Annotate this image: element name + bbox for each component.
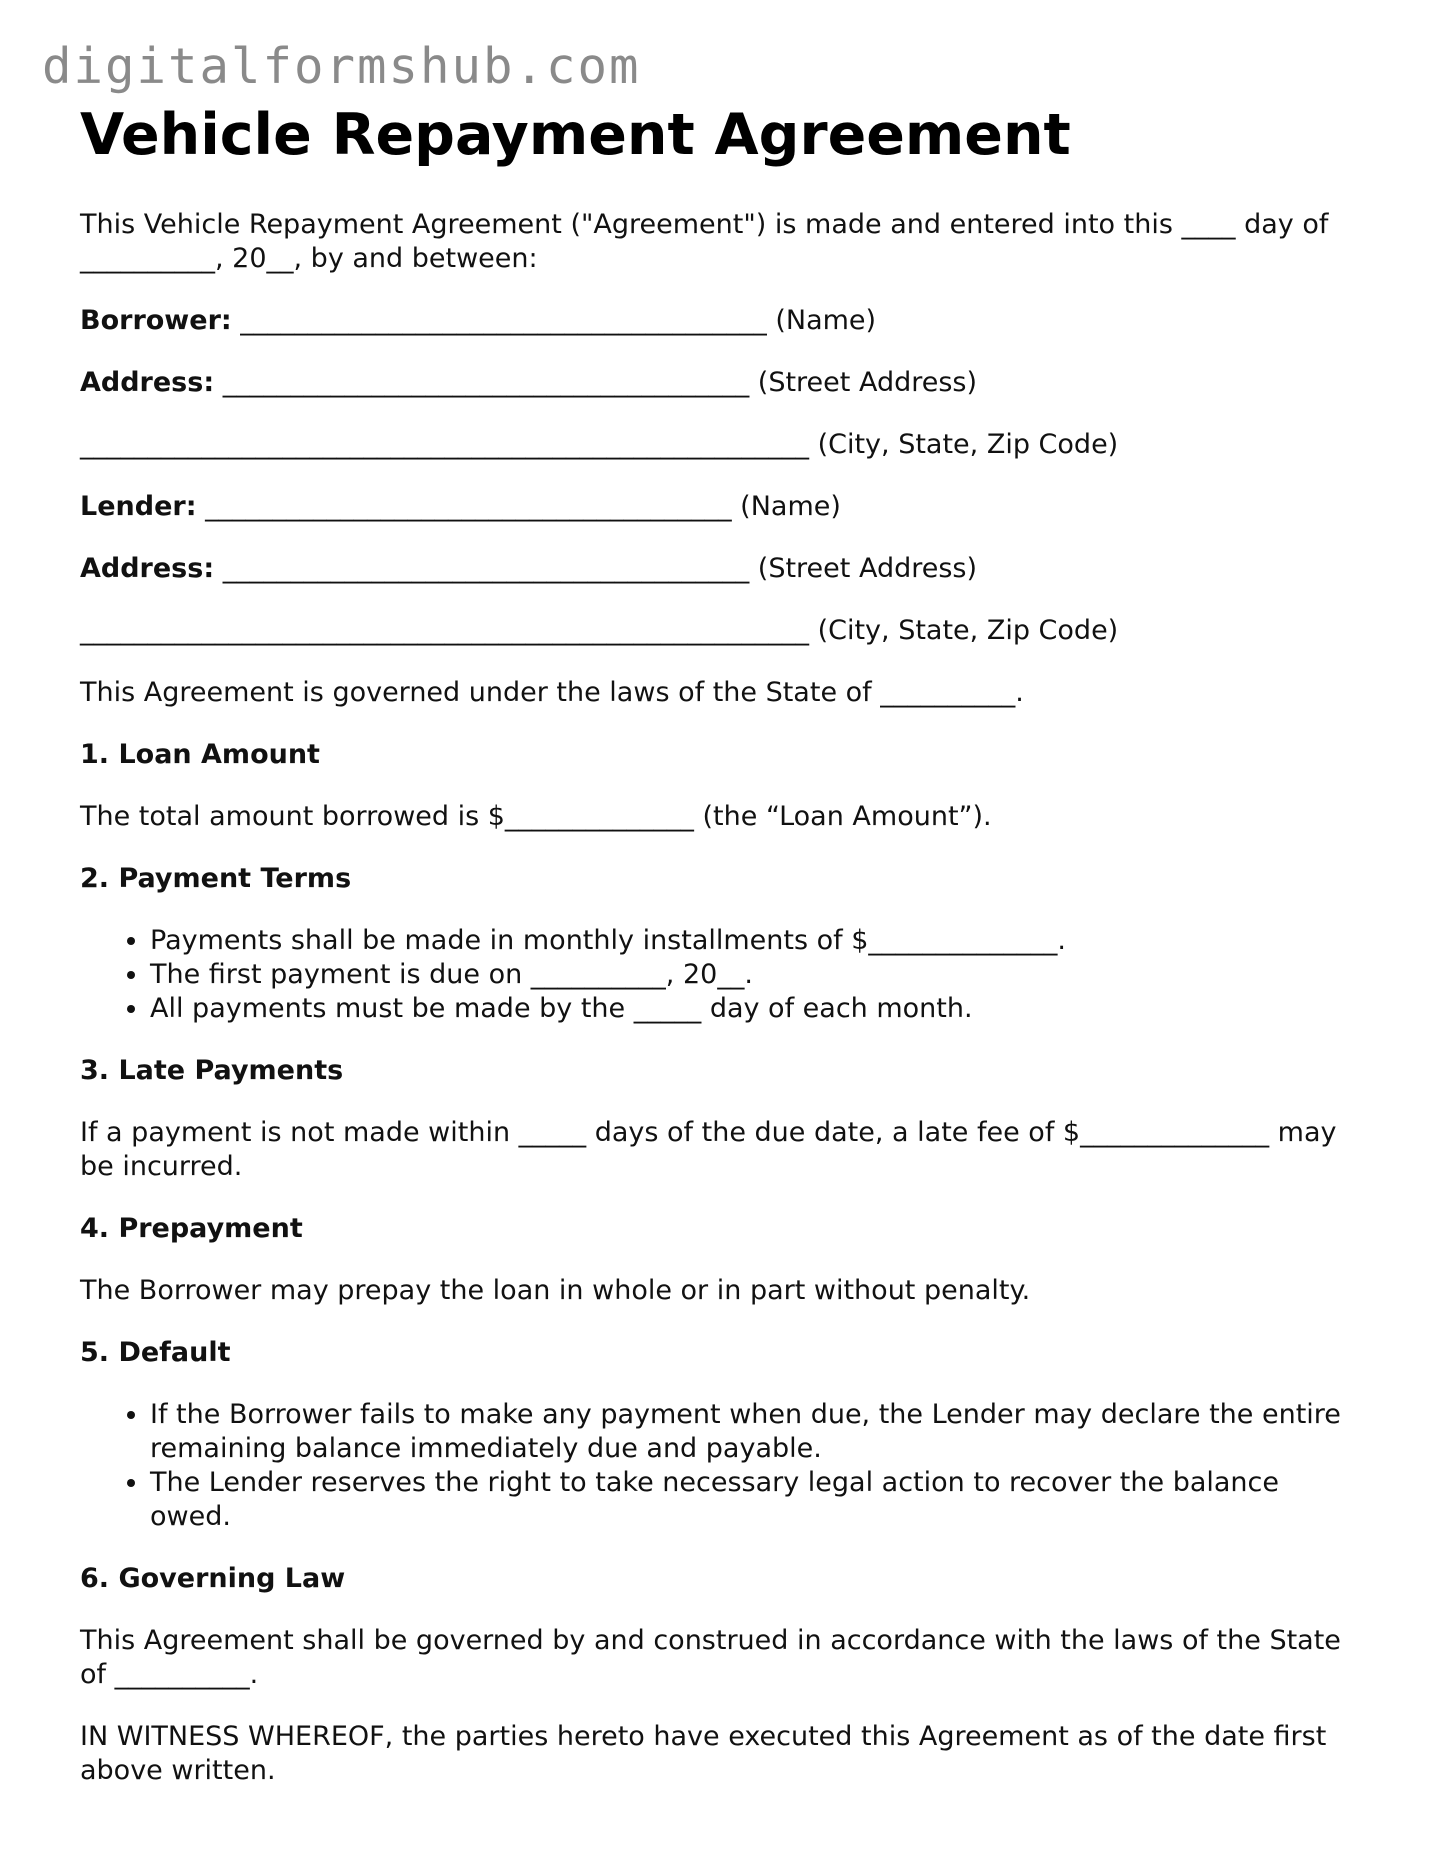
- governing-law-paragraph: This Agreement shall be governed by and construed in accordance with the laws of the State of __________.: [80, 1625, 1341, 1690]
- list-item: • If the Borrower fails to make any payment when due, the Lender may declare the entire remaining balance immediately due and payable.: [150, 1398, 1360, 1466]
- borrower-address-label: Address:: [80, 367, 215, 398]
- section-heading-loan-amount: 1. Loan Amount: [80, 739, 320, 770]
- section-heading-prepayment: 4. Prepayment: [80, 1213, 303, 1244]
- document-page: [80, 100, 1360, 1788]
- list-item: • All payments must be made by the _____ day of each month.: [150, 992, 1360, 1026]
- loan-amount-paragraph: The total amount borrowed is $______________ (the “Loan Amount”).: [80, 801, 992, 832]
- list-item: • Payments shall be made in monthly installments of $______________.: [150, 924, 1360, 958]
- lender-address-field: [80, 552, 1360, 586]
- lender-label: Lender:: [80, 491, 197, 522]
- lender-street-blank: _______________________________________ (Street Address): [214, 553, 978, 584]
- lender-address-label: Address:: [80, 553, 215, 584]
- borrower-street-blank: _______________________________________ (Street Address): [214, 367, 978, 398]
- section-heading-late-payments: 3. Late Payments: [80, 1055, 344, 1086]
- list-item: • The first payment is due on __________, 20__.: [150, 958, 1360, 992]
- borrower-label: Borrower:: [80, 305, 232, 336]
- payment-terms-list: [80, 924, 1360, 1026]
- late-payments-paragraph: If a payment is not made within _____ days of the due date, a late fee of $______________ may be incurred.: [80, 1117, 1337, 1182]
- section-heading-governing-law: 6. Governing Law: [80, 1563, 346, 1594]
- section-heading-payment-terms: 2. Payment Terms: [80, 863, 352, 894]
- default-list: [80, 1398, 1360, 1534]
- borrower-address-field: [80, 366, 1360, 400]
- lender-name-field: [80, 490, 1360, 524]
- list-item: • The Lender reserves the right to take necessary legal action to recover the balance owed.: [150, 1466, 1360, 1534]
- section-heading-default: 5. Default: [80, 1337, 231, 1368]
- lender-city-field: ______________________________________________________ (City, State, Zip Code): [80, 615, 1119, 646]
- intro-paragraph: This Vehicle Repayment Agreement ("Agreement") is made and entered into this ____ day of __________, 20__, by and between:: [80, 209, 1329, 274]
- document-title: Vehicle Repayment Agreement: [80, 102, 1071, 168]
- watermark: digitalformshub.com: [42, 38, 641, 95]
- witness-paragraph: IN WITNESS WHEREOF, the parties hereto have executed this Agreement as of the date first above written.: [80, 1721, 1327, 1786]
- lender-name-blank: _______________________________________ (Name): [196, 491, 841, 522]
- borrower-name-field: [80, 304, 1360, 338]
- prepayment-paragraph: The Borrower may prepay the loan in whole or in part without penalty.: [80, 1275, 1031, 1306]
- borrower-city-field: ______________________________________________________ (City, State, Zip Code): [80, 429, 1119, 460]
- governing-state-paragraph: This Agreement is governed under the laws of the State of __________.: [80, 677, 1024, 708]
- borrower-name-blank: _______________________________________ (Name): [231, 305, 877, 336]
